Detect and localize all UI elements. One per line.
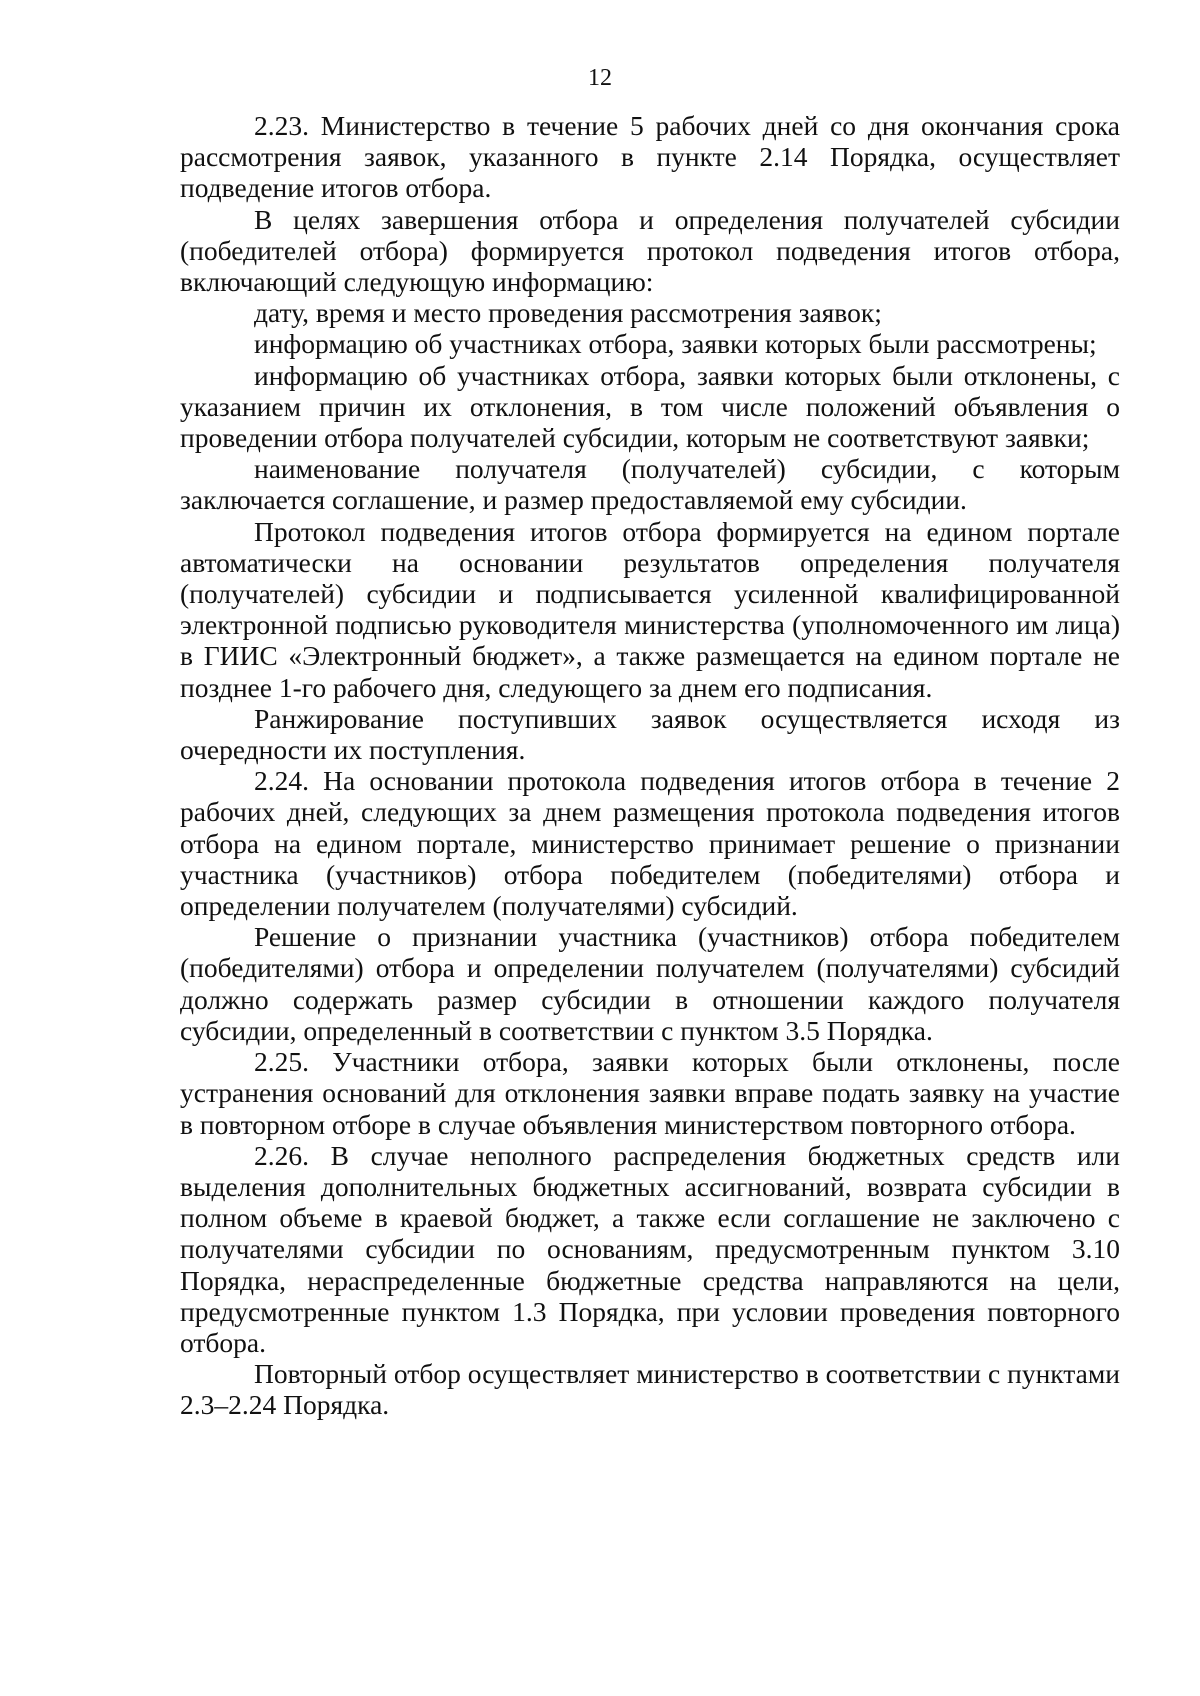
list-item-rejected-participants: информацию об участниках отбора, заявки которых были отклонены, с указанием причин их отклонения, в том числе положений объявления о проведении отбора получателей субсидии, которым не соответствуют заявки; xyxy=(180,359,1120,454)
paragraph-protocol-intro: В целях завершения отбора и определения получателей субсидии (победителей отбора) формируется протокол подведения итогов отбора, включающий следующую информацию: xyxy=(180,203,1120,298)
list-item-reviewed-participants: информацию об участниках отбора, заявки которых были рассмотрены; xyxy=(254,328,1097,360)
paragraph-2-26: 2.26. В случае неполного распределения бюджетных средств или выделения дополнительных бюджетных ассигнований, возврата субсидии в полном объеме в краевой бюджет, а также если соглашение не заключено с получателями субсидии по основаниям, предусмотренным пунктом 3.10 Порядка, нераспределенные бюджетные средства направляются на цели, предусмотренные пунктом 1.3 Порядка, при условии проведения повторного отбора. xyxy=(180,1139,1120,1358)
paragraph-2-23: 2.23. Министерство в течение 5 рабочих дней со дня окончания срока рассмотрения заявок, указанного в пункте 2.14 Порядка, осуществляет подведение итогов отбора. xyxy=(180,110,1120,204)
paragraph-decision: Решение о признании участника (участников) отбора победителем (победителями) отбора и определении получателем (получателями) субсидий должно содержать размер субсидии в отношении каждого получателя субсидии, определенный в соответствии с пунктом 3.5 Порядка. xyxy=(180,921,1120,1046)
paragraph-protocol-formation: Протокол подведения итогов отбора формируется на едином портале автоматически на основании результатов определения получателя (получателей) субсидии и подписывается усиленной квалифицированной электронной подписью руководителя министерства (уполномоченного им лица) в ГИИС «Электронный бюджет», а также размещается на едином портале не позднее 1-го рабочего дня, следующего за днем его подписания. xyxy=(180,515,1120,703)
paragraph-ranking: Ранжирование поступивших заявок осуществляется исходя из очередности их поступления. xyxy=(180,702,1120,766)
list-item-date-time-place: дату, время и место проведения рассмотрения заявок; xyxy=(254,297,882,329)
paragraph-repeat-selection: Повторный отбор осуществляет министерство в соответствии с пунктами 2.3–2.24 Порядка. xyxy=(180,1358,1120,1421)
page-number: 12 xyxy=(588,65,612,91)
paragraph-2-24: 2.24. На основании протокола подведения итогов отбора в течение 2 рабочих дней, следующих за днем размещения протокола подведения итогов отбора на едином портале, министерство принимает решение о признании участника (участников) отбора победителем (победителями) отбора и определении получателем (получателями) субсидий. xyxy=(180,765,1120,922)
paragraph-2-25: 2.25. Участники отбора, заявки которых были отклонены, после устранения оснований для отклонения заявки вправе подать заявку на участие в повторном отборе в случае объявления министерством повторного отбора. xyxy=(180,1046,1120,1140)
document-body xyxy=(180,110,1120,1421)
list-item-recipient-name: наименование получателя (получателей) субсидии, с которым заключается соглашение, и размер предоставляемой ему субсидии. xyxy=(180,453,1120,516)
